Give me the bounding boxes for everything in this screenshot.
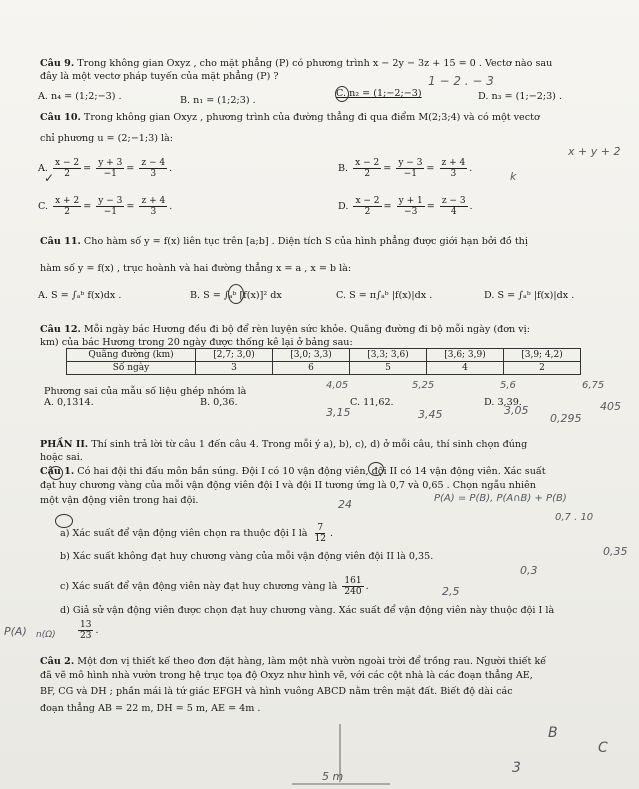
q12-option-c: C. 11,62.: [350, 397, 394, 408]
q9-option-b: B. n₁ = (1;2;3) .: [180, 95, 256, 106]
q11-option-b: B. S = ∫ₐᵇ [f(x)]² dx: [190, 290, 282, 301]
handwritten-note: x + y + 2: [568, 145, 621, 158]
part2-line2: hoặc sai.: [40, 452, 83, 463]
q10-a-frac1-den: 2: [64, 169, 70, 179]
q9-option-c: C. n₂ = (1;−2;−3): [336, 88, 422, 99]
q10-b-letter: B.: [338, 163, 349, 174]
part2-label: PHẦN II.: [40, 439, 89, 450]
q10-b-frac3-den: 3: [450, 169, 457, 179]
table-cell: [3,9; 4,2): [504, 349, 581, 362]
c1-text: Có hai đội thi đấu môn bắn súng. Đội I có 10 vận động viên, đội II có 14 vận động viên. Xác suất: [77, 466, 546, 477]
q10-a-frac3-den: 3: [150, 169, 157, 179]
c1-a-den: 12: [314, 534, 327, 544]
q10-c-frac3-num: z + 4: [141, 196, 166, 206]
q10-b-frac2-den: −1: [403, 169, 418, 179]
handwritten-note: 6,75: [582, 380, 605, 391]
q10-option-d: D. $\frac{x - 2}{2}$ = $\frac{y + 1}{-3}$ = $\frac{z - 3}{4}$ .: [338, 196, 473, 217]
c1-item-c: c) Xác suất để vận động viên này đạt huy chương vàng là $\frac{161}{240}$ .: [60, 576, 369, 597]
handwritten-note: 0,35: [603, 545, 628, 558]
table-cell: 4: [427, 362, 504, 375]
handwritten-note: 1 − 2 . − 3: [428, 74, 494, 88]
c2-label: Câu 2.: [40, 656, 75, 667]
c1-item-d-frac: $\frac{13}{23}$ .: [80, 620, 99, 641]
q10-c-frac1-den: 2: [64, 207, 71, 217]
table-cell: [3,0; 3,3): [273, 349, 350, 362]
q10-d-frac2-den: −3: [404, 207, 418, 217]
q11-option-a: A. S = ∫ₐᵇ f(x)dx .: [38, 290, 122, 301]
table-row: [67, 349, 581, 362]
circle-mark: [49, 466, 63, 480]
q10-b-frac3-num: z + 4: [441, 158, 466, 168]
part2-line1: [40, 439, 527, 451]
q12-option-a: A. 0,1314.: [44, 397, 94, 408]
part2-text: Thí sinh trả lời từ câu 1 đến câu 4. Trong mỗi ý a), b), c), d) ở mỗi câu, thí sinh chọn đúng: [91, 439, 528, 450]
c1-c-den: 240: [344, 587, 362, 597]
circle-mark: [368, 462, 384, 476]
q10-b-frac2-num: y − 3: [398, 158, 423, 168]
c1-line1: [40, 466, 546, 478]
c2-line2: đã vẽ mô hình nhà vườn trong hệ trục tọa độ Oxyz như hình vẽ, với các cột nhà là các đoạn thẳng AE,: [40, 670, 533, 681]
q10-a-frac3-num: z − 4: [141, 158, 166, 168]
q10-line2: chỉ phương u = (2;−1;3) là:: [40, 133, 174, 144]
q10-a-frac2-num: y + 3: [98, 158, 123, 168]
q10-d-letter: D.: [338, 201, 349, 212]
q10-d-frac3-den: 4: [450, 207, 457, 217]
c1-c-num: 161: [344, 576, 362, 586]
q10-option-b: B. $\frac{x - 2}{2}$ = $\frac{y - 3}{-1}$ = $\frac{z + 4}{3}$ .: [338, 158, 473, 179]
q12-label: Câu 12.: [40, 324, 81, 335]
c1-a-num: 7: [317, 523, 324, 533]
q10-option-c: C. $\frac{x + 2}{2}$ = $\frac{y - 3}{-1}$ = $\frac{z + 4}{3}$ .: [38, 196, 173, 217]
q10-d-frac3-num: z − 3: [441, 196, 466, 206]
q10-text: Trong không gian Oxyz , phương trình của đường thẳng đi qua điểm M(2;3;4) và có một vectơ: [83, 112, 540, 123]
c1-label: Câu 1.: [40, 466, 75, 477]
q11-text: Cho hàm số y = f(x) liên tục trên [a;b] . Diện tích S của hình phẳng được giới hạn bởi đồ thị: [83, 236, 528, 247]
table-cell: [3,3; 3,6): [350, 349, 427, 362]
c1-line2: đạt huy chương vàng của mỗi vận động viên đội I và đội II tương ứng là 0,7 và 0,65 . Chọn ngẫu nhiên: [40, 480, 536, 491]
q10-a-frac1-num: x − 2: [55, 158, 80, 168]
c2-line4: đoạn thẳng AB = 22 m, DH = 5 m, AE = 4m .: [40, 703, 261, 714]
table-cell: 6: [273, 362, 350, 375]
c1-c-text: c) Xác suất để vận động viên này đạt huy chương vàng là: [60, 581, 338, 592]
handwritten-note: 0,7 . 10: [555, 512, 594, 523]
q9-label: Câu 9.: [40, 58, 75, 69]
q10-d-frac1-den: 2: [364, 207, 371, 217]
answer-circle-mark: [228, 284, 244, 304]
c1-d-den: 23: [80, 631, 92, 641]
q11-label: Câu 11.: [40, 236, 81, 247]
table-cell: 2: [504, 362, 581, 375]
q10-c-frac1-num: x + 2: [55, 196, 80, 206]
c1-item-d: d) Giả sử vận động viên được chọn đạt huy chương vàng. Xác suất để vận động viên này thuộc đội I là: [60, 605, 555, 616]
answer-circle-mark: [335, 86, 349, 102]
q9-text: Trong không gian Oxyz , cho mặt phẳng (P) có phương trình x − 2y − 3z + 15 = 0 . Vectơ nào sau: [77, 58, 553, 69]
table-cell: Số ngày: [67, 362, 196, 375]
q11-line2: hàm số y = f(x) , trục hoành và hai đường thẳng x = a , x = b là:: [40, 263, 352, 274]
handwritten-note: 3: [512, 760, 521, 776]
q12-line1: [40, 324, 530, 336]
handwritten-note: 3,45: [418, 408, 443, 421]
q10-line1: [40, 112, 540, 124]
table-cell: [3,6; 3,9): [427, 349, 504, 362]
handwritten-note: 3,15: [326, 406, 351, 419]
handwritten-note: 5 m: [322, 770, 344, 783]
q10-b-frac1-num: x − 2: [355, 158, 380, 168]
c1-d-num: 13: [80, 620, 92, 630]
table-row: [67, 362, 581, 375]
handwritten-note: 3,05: [504, 404, 529, 417]
handwritten-note: P(A) = P(B), P(A∩B) + P(B): [434, 493, 567, 504]
table-cell: 5: [350, 362, 427, 375]
q11-option-c: C. S = π∫ₐᵇ |f(x)|dx .: [336, 290, 433, 301]
table-cell: [2,7; 3,0): [196, 349, 273, 362]
handwritten-note: 0,3: [520, 564, 538, 577]
q12-line3: Phương sai của mẫu số liệu ghép nhóm là: [44, 386, 247, 397]
handwritten-note: k: [510, 170, 517, 183]
c2-text: Một đơn vị thiết kế theo đơn đặt hàng, làm một nhà vườn ngoài trời để trồng rau. Người thiết kế: [77, 656, 547, 667]
handwritten-note: 2,5: [442, 585, 460, 598]
handwritten-note: 0,295: [550, 412, 582, 425]
q11-option-d: D. S = ∫ₐᵇ |f(x)|dx .: [484, 290, 575, 301]
handwritten-note: 405: [600, 400, 621, 413]
q10-a-frac2-den: −1: [103, 169, 117, 179]
handwritten-note: 5,25: [412, 380, 435, 391]
q12-line2: km) của bác Hương trong 20 ngày được thống kê lại ở bảng sau:: [40, 337, 353, 348]
q11-line1: [40, 236, 528, 248]
c1-item-a: a) Xác suất để vận động viên chọn ra thuộc đội I là $\frac{7}{12}$ .: [60, 523, 334, 544]
q9-line2: đây là một vectơ pháp tuyến của mặt phẳng (P) ?: [40, 71, 279, 82]
circle-mark: [55, 514, 73, 528]
c1-a-text: a) Xác suất để vận động viên chọn ra thuộc đội I là: [60, 528, 308, 539]
q10-d-frac2-num: y + 1: [398, 196, 423, 206]
handwritten-note: 4,05: [326, 380, 349, 391]
handwritten-note: C: [598, 740, 608, 756]
c1-line3: một vận động viên trong hai đội.: [40, 495, 199, 506]
q10-c-frac2-den: −1: [103, 207, 117, 217]
q10-c-frac3-den: 3: [150, 207, 157, 217]
q10-d-frac1-num: x − 2: [355, 196, 380, 206]
c1-item-b: b) Xác suất không đạt huy chương vàng của mỗi vận động viên đội II là 0,35.: [60, 551, 434, 562]
q12-option-b: B. 0,36.: [200, 397, 238, 408]
q10-label: Câu 10.: [40, 112, 81, 123]
table-cell: Quãng đường (km): [67, 349, 196, 362]
q10-c-letter: C.: [38, 201, 49, 212]
handwritten-note: n(Ω): [36, 630, 56, 640]
c2-line3: BF, CG và DH ; phần mái là tứ giác EFGH và hình vuông ABCD nằm trên mặt đất. Biết độ dài các: [40, 686, 513, 697]
q12-option-d: D. 3,39.: [484, 397, 522, 408]
handwritten-note: 5,6: [500, 380, 516, 391]
frequency-table: [66, 348, 581, 375]
handwritten-note: P(A): [4, 625, 27, 638]
table-cell: 3: [196, 362, 273, 375]
q9-option-a: A. n₄ = (1;2;−3) .: [38, 91, 122, 102]
q10-option-a: A. $\frac{x - 2}{2}$ = $\frac{y + 3}{-1}$ = $\frac{z - 4}{3}$ .: [38, 158, 173, 179]
q12-text: Mỗi ngày bác Hương đều đi bộ để rèn luyện sức khỏe. Quãng đường đi bộ mỗi ngày (đơn vị:: [83, 324, 530, 335]
q9-option-d: D. n₃ = (1;−2;3) .: [478, 91, 563, 102]
c2-line1: [40, 656, 546, 668]
q10-c-frac2-num: y − 3: [98, 196, 123, 206]
handwritten-note: B: [548, 725, 558, 741]
q9-line1: [40, 58, 552, 70]
check-mark: ✓: [44, 171, 55, 185]
q10-a-letter: A.: [38, 163, 48, 174]
handwritten-note: 24: [338, 498, 352, 511]
q10-b-frac1-den: 2: [364, 169, 371, 179]
